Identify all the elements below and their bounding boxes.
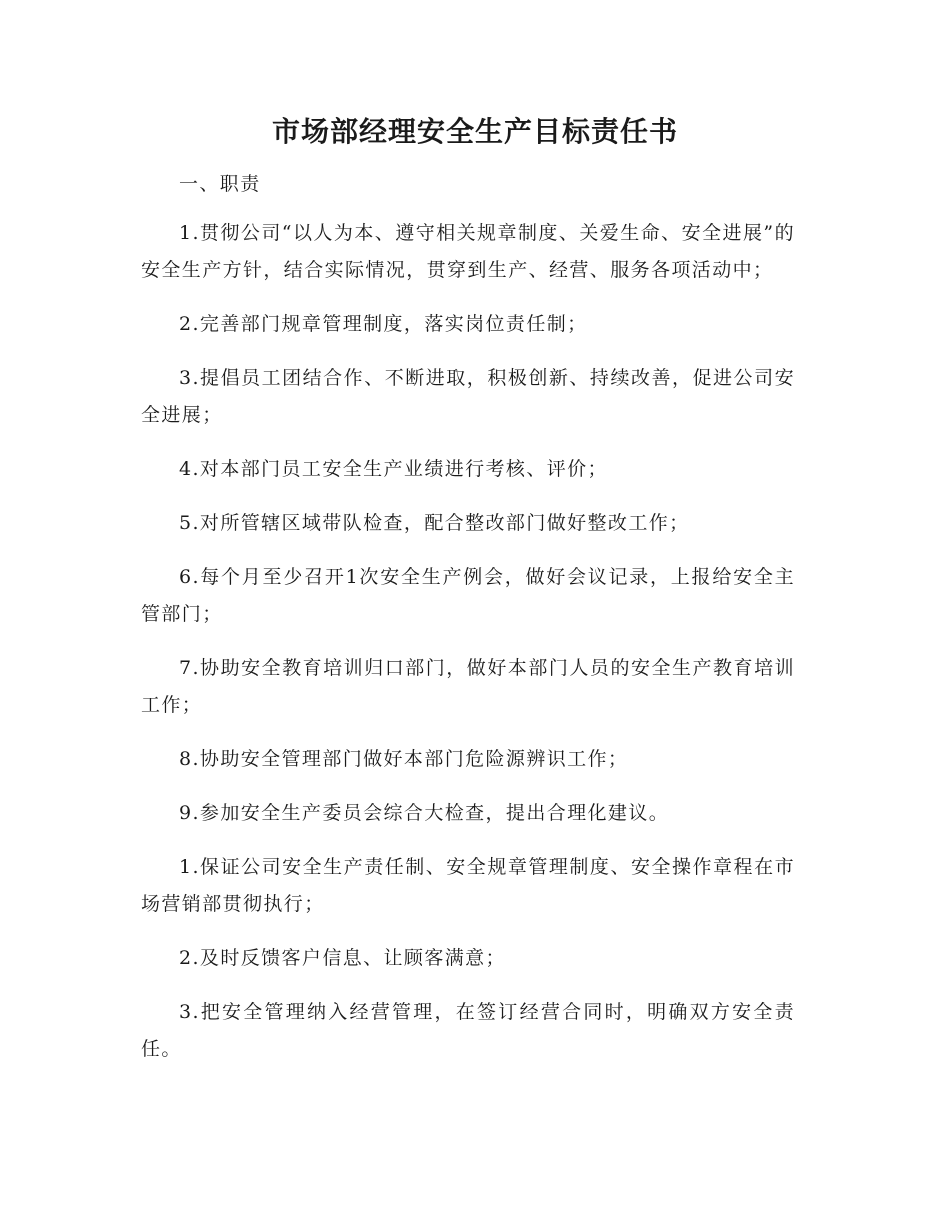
paragraph-marketing-2: 2.及时反馈客户信息、让顾客满意； bbox=[179, 947, 506, 969]
paragraph-duty-3: 3.提倡员工团结合作、不断进取，积极创新、持续改善，促进公司安全进展； bbox=[141, 367, 795, 426]
paragraph-duty-6: 6.每个月至少召开1次安全生产例会，做好会议记录，上报给安全主管部门； bbox=[141, 566, 795, 625]
paragraph-duty-2: 2.完善部门规章管理制度，落实岗位责任制； bbox=[179, 313, 588, 335]
paragraph-duty-4: 4.对本部门员工安全生产业绩进行考核、评价； bbox=[179, 458, 608, 480]
paragraph-marketing-3: 3.把安全管理纳入经营管理，在签订经营合同时，明确双方安全责任。 bbox=[141, 1001, 795, 1060]
paragraph-duty-7: 7.协助安全教育培训归口部门，做好本部门人员的安全生产教育培训工作； bbox=[141, 657, 795, 716]
paragraph-duty-5: 5.对所管辖区域带队检查，配合整改部门做好整改工作； bbox=[179, 512, 690, 534]
paragraph-duty-8: 8.协助安全管理部门做好本部门危险源辨识工作； bbox=[179, 748, 629, 770]
section-heading: 一、职责 bbox=[179, 173, 261, 195]
paragraph-duty-9: 9.参加安全生产委员会综合大检查，提出合理化建议。 bbox=[179, 802, 670, 824]
paragraph-marketing-1: 1.保证公司安全生产责任制、安全规章管理制度、安全操作章程在市场营销部贯彻执行； bbox=[141, 856, 795, 915]
paragraph-duty-1: 1.贯彻公司“以人为本、遵守相关规章制度、关爱生命、安全进展”的安全生产方针，结合实际情况，贯穿到生产、经营、服务各项活动中； bbox=[141, 222, 795, 281]
document-body bbox=[141, 166, 795, 1085]
document-title: 市场部经理安全生产目标责任书 bbox=[271, 115, 678, 148]
